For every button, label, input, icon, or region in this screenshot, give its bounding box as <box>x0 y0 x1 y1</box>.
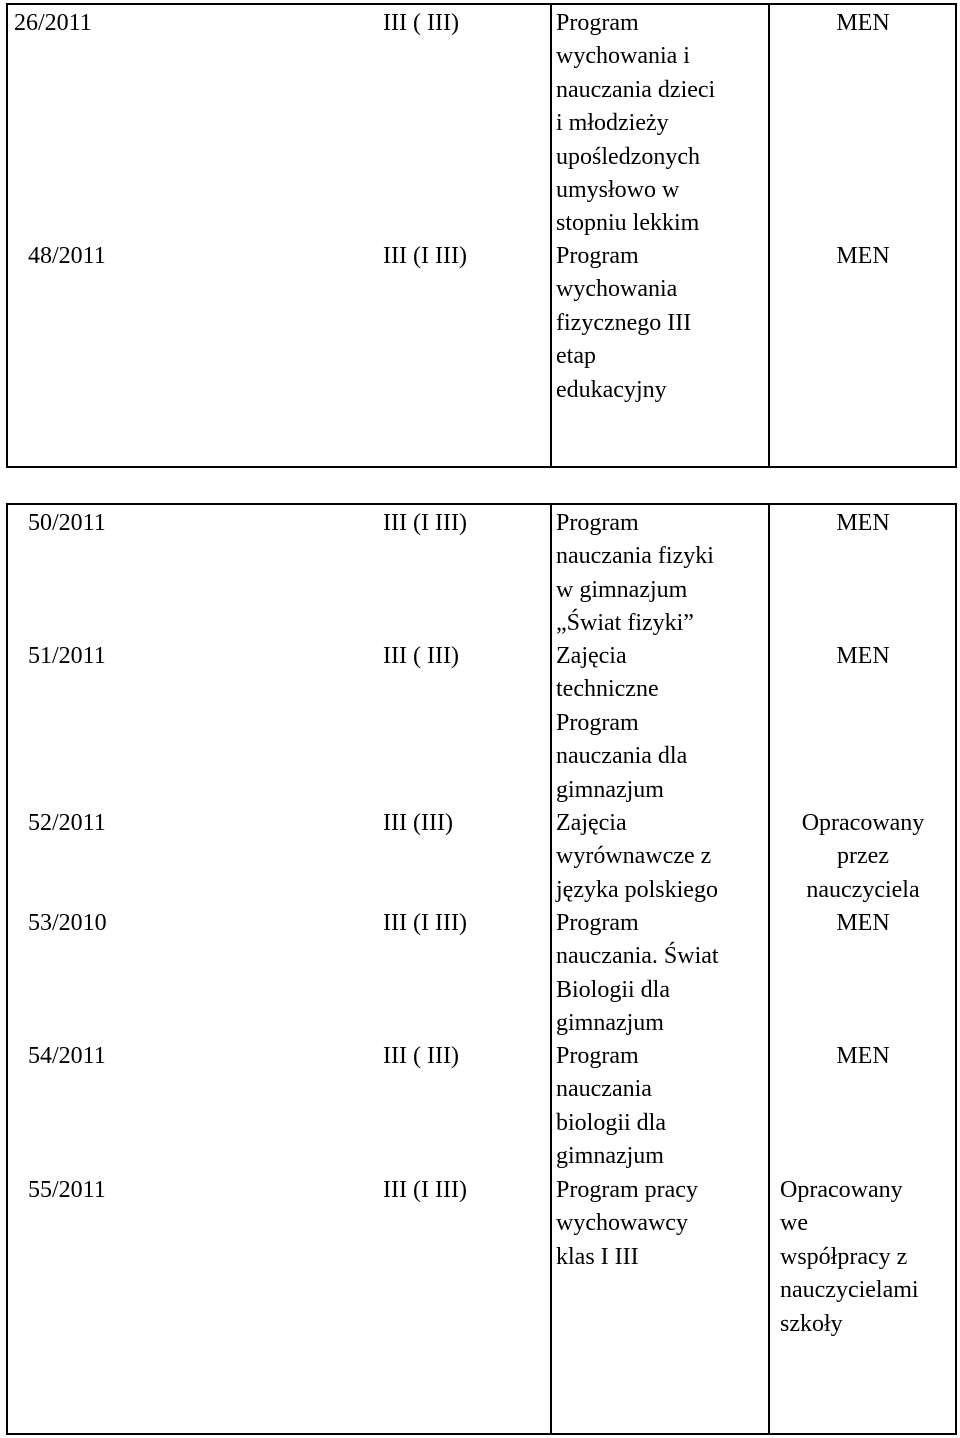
program-name: Zajęcia techniczne Program nauczania dla gimnazjum <box>556 643 688 803</box>
program-author: Opracowany we współpracy z nauczycielami szkoły <box>780 1177 919 1337</box>
program-number: 48/2011 <box>28 243 106 269</box>
program-number: 54/2011 <box>28 1043 106 1069</box>
program-table-top <box>6 3 957 468</box>
program-author: MEN <box>836 243 890 269</box>
program-author: MEN <box>836 643 890 669</box>
program-name: Program nauczania biologii dla gimnazjum <box>556 1043 666 1170</box>
program-number: 51/2011 <box>28 643 106 669</box>
column-divider <box>768 5 770 466</box>
program-name: Program pracy wychowawcy klas I III <box>556 1177 698 1270</box>
program-number: 55/2011 <box>28 1177 106 1203</box>
program-author: MEN <box>836 10 890 36</box>
program-name: Program wychowania i nauczania dzieci i młodzieży upośledzonych umysłowo w stopniu lekkim <box>556 10 716 237</box>
education-level: III ( III) <box>383 643 459 669</box>
education-level: III (I III) <box>383 243 467 269</box>
program-table-bottom <box>6 503 957 1435</box>
column-divider <box>550 5 552 466</box>
education-level: III (I III) <box>383 510 467 536</box>
program-author: MEN <box>836 910 890 936</box>
program-name: Program wychowania fizycznego III etap edukacyjny <box>556 243 692 403</box>
education-level: III ( III) <box>383 1043 459 1069</box>
education-level: III (III) <box>383 810 453 836</box>
program-number: 52/2011 <box>28 810 106 836</box>
program-author: Opracowany przez nauczyciela <box>801 810 925 903</box>
program-author: MEN <box>836 510 890 536</box>
program-name: Zajęcia wyrównawcze z języka polskiego <box>556 810 718 903</box>
education-level: III (I III) <box>383 1177 467 1203</box>
education-level: III ( III) <box>383 10 459 36</box>
program-author: MEN <box>836 1043 890 1069</box>
program-name: Program nauczania fizyki w gimnazjum „Świat fizyki” <box>556 510 714 637</box>
program-name: Program nauczania. Świat Biologii dla gimnazjum <box>556 910 719 1037</box>
program-number: 53/2010 <box>28 910 107 936</box>
education-level: III (I III) <box>383 910 467 936</box>
column-divider <box>768 505 770 1433</box>
program-number: 26/2011 <box>14 10 92 36</box>
program-number: 50/2011 <box>28 510 106 536</box>
